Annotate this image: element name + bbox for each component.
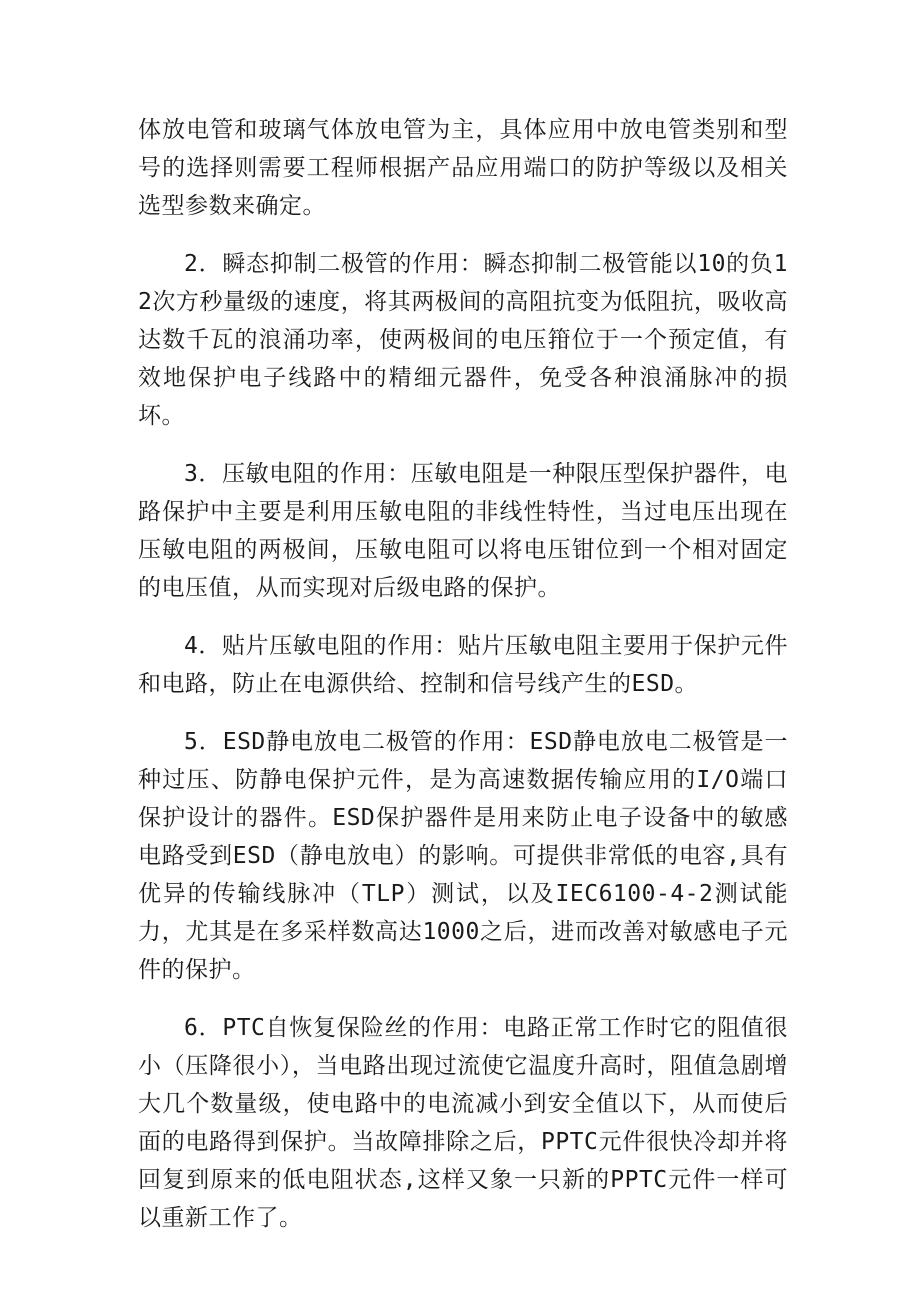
document-body xyxy=(138,111,788,1257)
paragraph-continuation: 体放电管和玻璃气体放电管为主，具体应用中放电管类别和型号的选择则需要工程师根据产品应用端口的防护等级以及相关选型参数来确定。 xyxy=(138,117,788,219)
paragraph-ptc-fuse: 6．PTC自恢复保险丝的作用：电路正常工作时它的阻值很小（压降很小），当电路出现过流使它温度升高时，阻值急剧增大几个数量级，使电路中的电流减小到安全值以下，从而使后面的电路得到保护。当故障排除之后，PPTC元件很快冷却并将回复到原来的低电阻状态,这样又象一只新的PPTC元件一样可以重新工作了。 xyxy=(138,1015,788,1231)
paragraph-esd-diode: 5．ESD静电放电二极管的作用：ESD静电放电二极管是一种过压、防静电保护元件，是为高速数据传输应用的I/O端口保护设计的器件。ESD保护器件是用来防止电子设备中的敏感电路受到ESD（静电放电）的影响。可提供非常低的电容,具有优异的传输线脉冲（TLP）测试，以及IEC6100-4-2测试能力，尤其是在多采样数高达1000之后，进而改善对敏感电子元件的保护。 xyxy=(138,729,788,983)
paragraph-tvs-diode: 2．瞬态抑制二极管的作用：瞬态抑制二极管能以10的负12次方秒量级的速度，将其两极间的高阻抗变为低阻抗，吸收高达数千瓦的浪涌功率，使两极间的电压箝位于一个预定值，有效地保护电子线路中的精细元器件，免受各种浪涌脉冲的损坏。 xyxy=(138,251,788,429)
paragraph-varistor: 3．压敏电阻的作用：压敏电阻是一种限压型保护器件，电路保护中主要是利用压敏电阻的非线性特性，当过电压出现在压敏电阻的两极间，压敏电阻可以将电压钳位到一个相对固定的电压值，从而实现对后级电路的保护。 xyxy=(138,461,788,601)
paragraph-smd-varistor: 4．贴片压敏电阻的作用：贴片压敏电阻主要用于保护元件和电路，防止在电源供给、控制和信号线产生的ESD。 xyxy=(138,633,788,697)
